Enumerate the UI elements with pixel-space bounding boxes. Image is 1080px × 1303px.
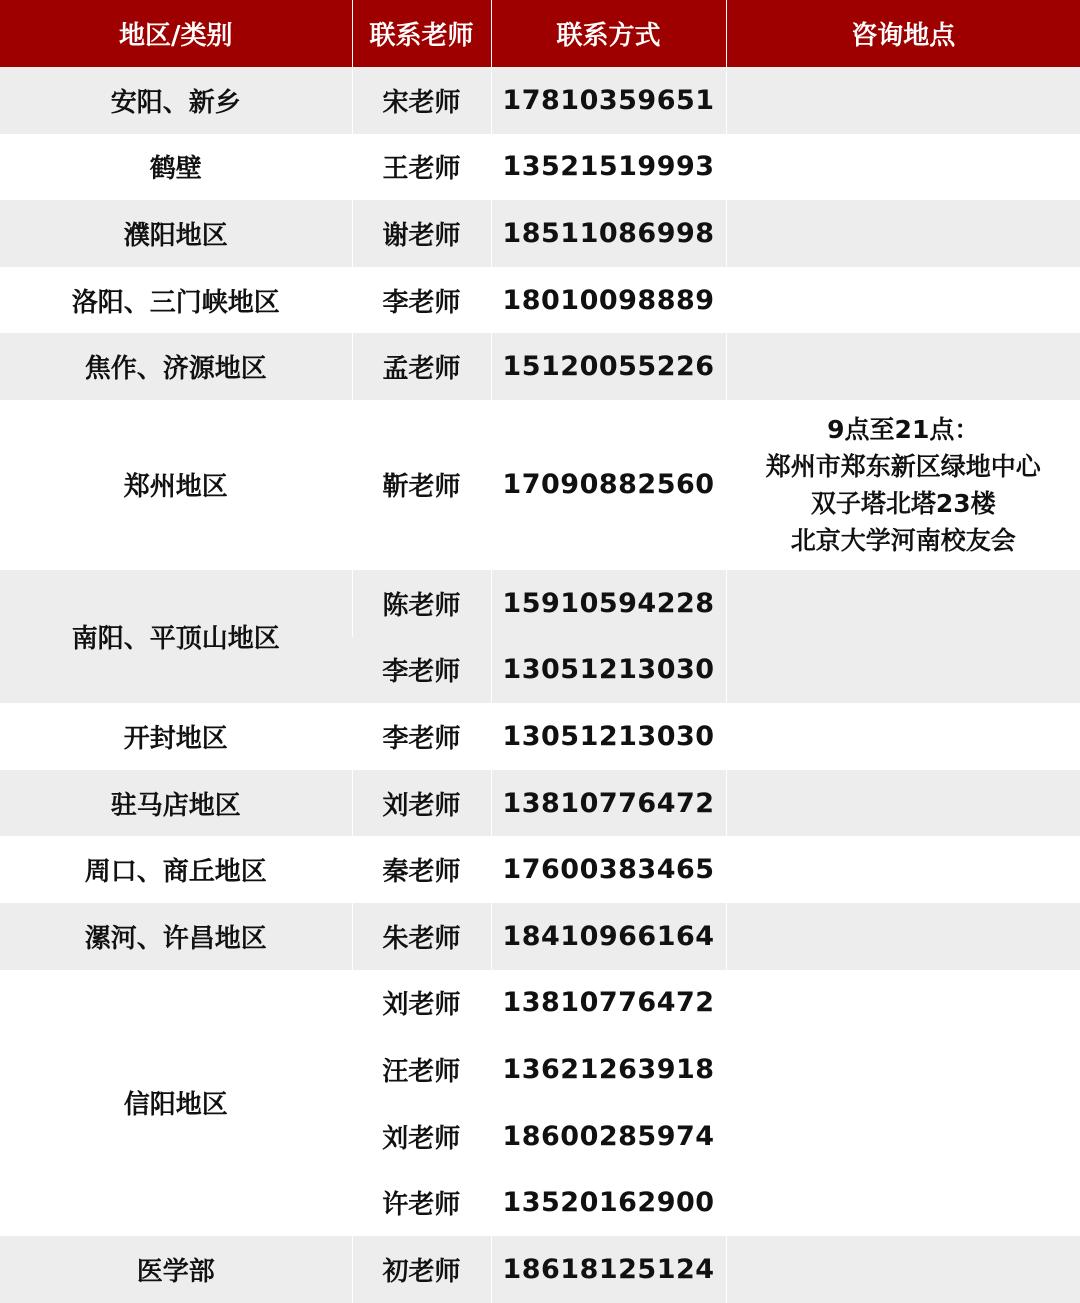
teacher-cell: 靳老师 (352, 400, 491, 570)
region-cell: 周口、商丘地区 (0, 836, 352, 903)
location-cell (726, 703, 1080, 770)
phone-cell: 13621263918 (491, 1036, 726, 1103)
consult-address-line: 郑州市郑东新区绿地中心 (765, 451, 1041, 481)
consult-hours: 9点至21点： (827, 414, 980, 444)
table-row (0, 1236, 1080, 1303)
teacher-cell: 初老师 (352, 1236, 491, 1303)
location-cell (726, 903, 1080, 970)
region-cell: 漯河、许昌地区 (0, 903, 352, 970)
teacher-cell: 李老师 (352, 703, 491, 770)
table-row (0, 200, 1080, 267)
phone-cell: 17600383465 (491, 836, 726, 903)
consult-organization: 北京大学河南校友会 (790, 525, 1016, 555)
table-row (0, 400, 1080, 570)
phone-cell: 13051213030 (491, 703, 726, 770)
location-cell (726, 637, 1080, 704)
location-cell (726, 134, 1080, 201)
teacher-cell: 朱老师 (352, 903, 491, 970)
teacher-cell: 刘老师 (352, 770, 491, 837)
teacher-cell: 谢老师 (352, 200, 491, 267)
consult-address-line: 双子塔北塔23楼 (810, 488, 996, 518)
phone-cell: 13051213030 (491, 637, 726, 704)
phone-cell: 13810776472 (491, 770, 726, 837)
phone-cell: 18410966164 (491, 903, 726, 970)
table-header-row (0, 0, 1080, 67)
region-cell: 驻马店地区 (0, 770, 352, 837)
table-row (0, 67, 1080, 134)
location-cell (726, 1169, 1080, 1236)
teacher-cell: 秦老师 (352, 836, 491, 903)
consult-location-cell (726, 400, 1080, 570)
table-row (0, 570, 1080, 637)
teacher-cell: 许老师 (352, 1169, 491, 1236)
location-cell (726, 67, 1080, 134)
header-region: 地区/类别 (0, 0, 352, 67)
table-row (0, 703, 1080, 770)
teacher-cell: 刘老师 (352, 1103, 491, 1170)
location-cell (726, 836, 1080, 903)
table-row (0, 903, 1080, 970)
teacher-cell: 李老师 (352, 637, 491, 704)
region-cell: 焦作、济源地区 (0, 333, 352, 400)
phone-cell: 18511086998 (491, 200, 726, 267)
table-row (0, 134, 1080, 201)
table-row (0, 770, 1080, 837)
teacher-cell: 汪老师 (352, 1036, 491, 1103)
region-cell: 安阳、新乡 (0, 67, 352, 134)
location-cell (726, 1236, 1080, 1303)
location-cell (726, 770, 1080, 837)
location-cell (726, 267, 1080, 334)
phone-cell: 13520162900 (491, 1169, 726, 1236)
phone-cell: 18600285974 (491, 1103, 726, 1170)
location-cell (726, 1103, 1080, 1170)
region-cell: 濮阳地区 (0, 200, 352, 267)
phone-cell: 13521519993 (491, 134, 726, 201)
table-row (0, 970, 1080, 1037)
teacher-cell: 陈老师 (352, 570, 491, 637)
teacher-cell: 王老师 (352, 134, 491, 201)
region-cell: 洛阳、三门峡地区 (0, 267, 352, 334)
location-cell (726, 1036, 1080, 1103)
phone-cell: 15910594228 (491, 570, 726, 637)
region-cell: 鹤壁 (0, 134, 352, 201)
header-location: 咨询地点 (726, 0, 1080, 67)
table-row (0, 267, 1080, 334)
teacher-cell: 孟老师 (352, 333, 491, 400)
teacher-cell: 李老师 (352, 267, 491, 334)
phone-cell: 18010098889 (491, 267, 726, 334)
phone-cell: 13810776472 (491, 970, 726, 1037)
region-cell: 郑州地区 (0, 400, 352, 570)
location-cell (726, 333, 1080, 400)
phone-cell: 15120055226 (491, 333, 726, 400)
teacher-cell: 刘老师 (352, 970, 491, 1037)
phone-cell: 17810359651 (491, 67, 726, 134)
location-cell (726, 570, 1080, 637)
header-contact: 联系方式 (491, 0, 726, 67)
teacher-cell: 宋老师 (352, 67, 491, 134)
region-cell: 医学部 (0, 1236, 352, 1303)
table-row (0, 333, 1080, 400)
phone-cell: 18618125124 (491, 1236, 726, 1303)
region-cell: 开封地区 (0, 703, 352, 770)
location-cell (726, 200, 1080, 267)
location-cell (726, 970, 1080, 1037)
region-cell: 信阳地区 (0, 970, 352, 1236)
table-row (0, 836, 1080, 903)
header-teacher: 联系老师 (352, 0, 491, 67)
phone-cell: 17090882560 (491, 400, 726, 570)
region-cell: 南阳、平顶山地区 (0, 570, 352, 703)
